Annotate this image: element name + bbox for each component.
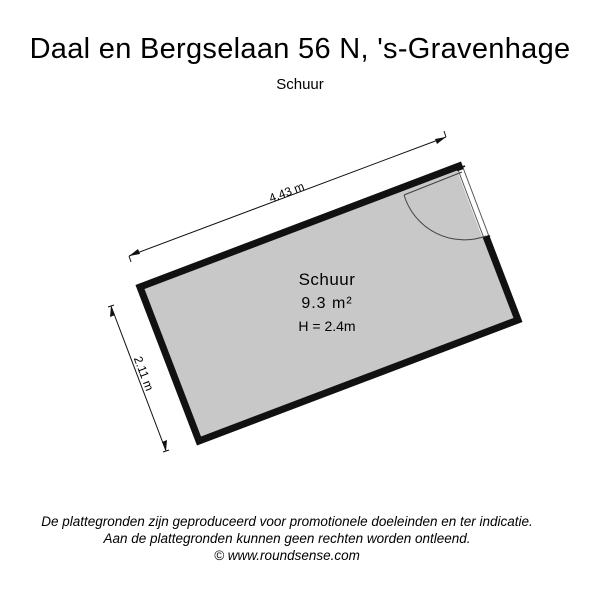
room-name: Schuur [298,270,356,289]
copyright-text: © www.roundsense.com [214,548,360,563]
room-height: H = 2.4m [298,318,356,334]
plan-title: Daal en Bergselaan 56 N, 's-Gravenhage [29,33,571,65]
plan-subtitle: Schuur [276,76,324,93]
dimension-width-label: 2.11 m [130,354,157,393]
disclaimer [0,513,574,564]
disclaimer-line-2: Aan de plattegronden kunnen geen rechten worden ontleend. [103,531,471,546]
dimension-length-label: 4.43 m [266,179,307,206]
room-area: 9.3 m² [301,295,353,312]
disclaimer-line-1: De plattegronden zijn geproduceerd voor promotionele doeleinden en ter indicatie. [41,514,533,529]
